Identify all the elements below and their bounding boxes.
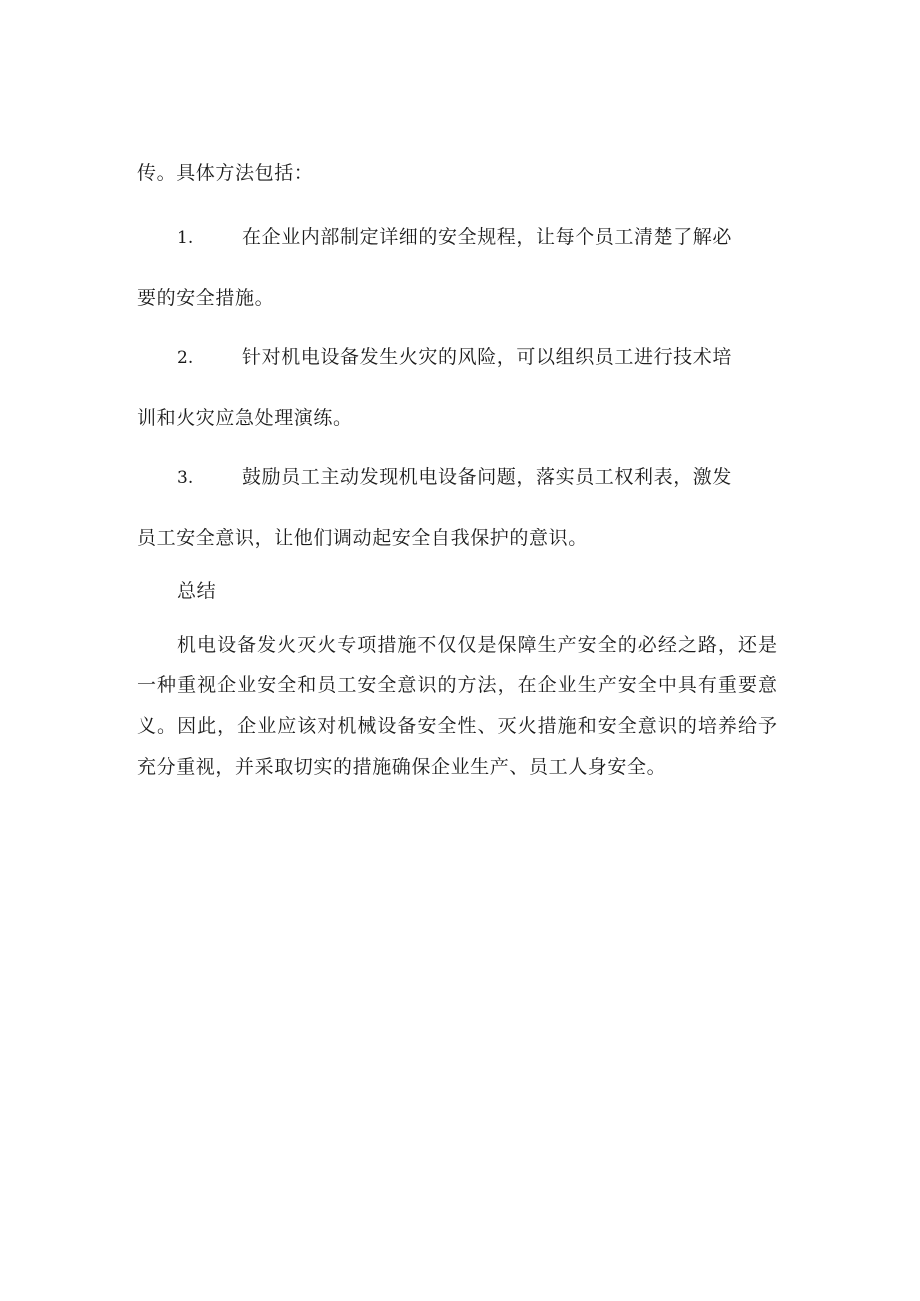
text-line-intro: 传。具体方法包括： <box>137 162 314 184</box>
list-item-2-line-2: 训和火灾应急处理演练。 <box>137 407 353 429</box>
paragraph-line-2: 一种重视企业安全和员工安全意识的方法，在企业生产安全中具有重要意 <box>137 674 777 696</box>
section-heading: 总结 <box>177 580 217 602</box>
list-item-2-line-1: 针对机电设备发生火灾的风险，可以组织员工进行技术培 <box>242 346 733 368</box>
list-number-3: 3. <box>177 468 194 488</box>
list-number-1: 1. <box>177 228 194 248</box>
list-item-1-line-1: 在企业内部制定详细的安全规程，让每个员工清楚了解必 <box>242 226 733 248</box>
list-item-3-line-1: 鼓励员工主动发现机电设备问题，落实员工权利表，激发 <box>242 466 733 488</box>
paragraph-line-1: 机电设备发火灭火专项措施不仅仅是保障生产安全的必经之路，还是 <box>177 634 777 656</box>
paragraph-line-4: 充分重视，并采取切实的措施确保企业生产、员工人身安全。 <box>137 756 667 778</box>
list-number-2: 2. <box>177 348 194 368</box>
list-item-1-line-2: 要的安全措施。 <box>137 287 275 309</box>
paragraph-line-3: 义。因此，企业应该对机械设备安全性、灭火措施和安全意识的培养给予 <box>137 715 777 737</box>
list-item-3-line-2: 员工安全意识，让他们调动起安全自我保护的意识。 <box>137 527 588 549</box>
